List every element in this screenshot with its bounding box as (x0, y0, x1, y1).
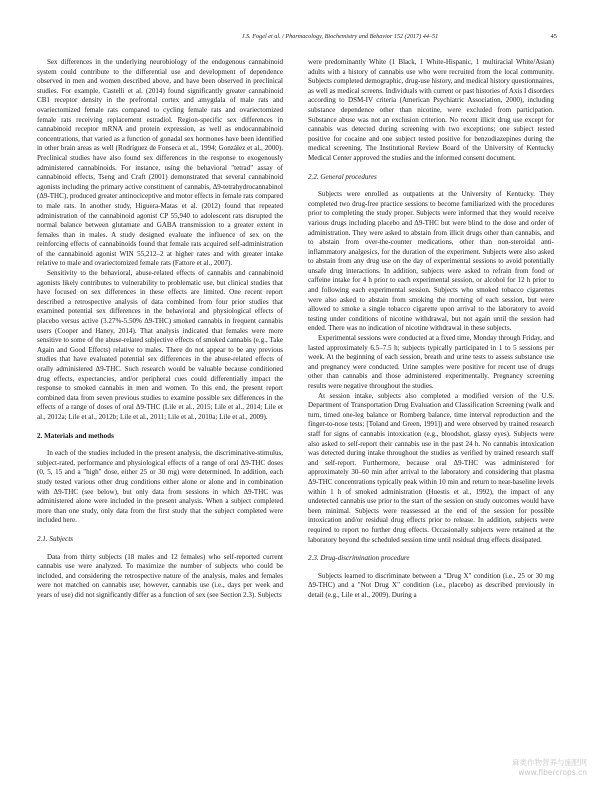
paragraph-session-intake: At session intake, subjects also completed a modified version of the U.S. Department of Transportation Drug Evaluation and Classification Screening (walk and turn, timed one-leg balance or Romberg balance, time interval reproduction and the finger-to-nose tests; [Toland and Green, 1991]) and were observed by trained research staff for signs of cannabis intoxication (e.g., bloodshot, glassy eyes). Subjects were also asked to self-report their cannabis use in the past 24 h. No cannabis intoxication was detected during intake throughout the studies as verified by trained research staff and self-report. Furthermore, because oral Δ9-THC was administered for approximately 30–60 min after arrival to the laboratory and considering that plasma Δ9-THC concentrations typically peak within 10 min and return to near-baseline levels within 1 h of smoked administration (Huestis et al., 1992), the impact of any undetected cannabis use prior to the start of the session on study outcomes would have been minimal. Subjects were reassessed at the end of the session for possible intoxication and/or residual drug effects prior to release. In addition, subjects were required to report no further drug effects. Occasionally subjects were retained at the laboratory beyond the scheduled session time until residual drug effects dissipated. (308, 391, 554, 544)
subsection-heading-general-procedures: 2.2. General procedures (308, 172, 377, 181)
paragraph-sensitivity: Sensitivity to the behavioral, abuse-related effects of cannabis and cannabinoid agonists likely contributes to vulnerability to problematic use, but clinical studies that have focused on sex differences in these effects are limited. One recent report described a retrospective analysis of data combined from four prior studies that examined potential sex differences in the behavioral and physiological effects of placebo versus active (3.27%-5.50% Δ9-THC) smoked cannabis in frequent cannabis users (Cooper and Haney, 2014). That analysis indicated that females were more sensitive to some of the abuse-related subjective effects of smoked cannabis (e.g., Take Again and Good Effects) relative to males. There do not appear to be any previous studies that have evaluated potential sex differences in the abuse-related effects of orally administered Δ9-THC. Such research would be valuable because conditioned drug effects, expectancies, and/or peripheral cues could differentially impact the response to smoked cannabis in men and women. To this end, the present report combined data from seven previous studies to examine possible sex differences in the effects of a range of doses of oral Δ9-THC (Lile et al., 2015; Lile et al., 2014; Lile et al., 2012a; Lile et al., 2012b; Lile et al., 2011; Lile et al., 2010a; Lile et al., 2009). (37, 269, 283, 421)
right-column (308, 58, 554, 600)
site-watermark (512, 758, 587, 778)
watermark-site-name: 麻类作物营养与施肥网 (512, 758, 587, 767)
paragraph-subjects: Data from thirty subjects (18 males and 12 females) who self-reported current cannabis use were analyzed. To maximize the number of subjects who could be included, and considering the retrospective nature of the analysis, males and females were not matched on cannabis use; however, cannabis use (i.e., days per week and years of use) did not significantly differ as a function of sex (see Section 2.3). Subjects (37, 552, 283, 599)
paragraph-experimental-sessions: Experimental sessions were conducted at a fixed time, Monday through Friday, and lasted approximately 6.5–7.5 h; subjects typically participated in 1 to 5 sessions per week. At the beginning of each session, breath and urine tests to assess substance use and pregnancy were conducted. Urine samples were positive for recent use of drugs other than cannabis and those administered experimentally. Pregnancy screening results were negative throughout the studies. (308, 334, 554, 390)
paragraph-subjects-continued: were predominantly White (1 Black, 1 White-Hispanic, 1 multiracial White/Asian) adults with a history of cannabis use who were recruited from the local community. Subjects completed demographic, drug-use history, and medical history questionnaires, as well as medical screens. Individuals with current or past histories of Axis I disorders according to DSM-IV criteria (American Psychiatric Association, 2000), including substance dependence other than nicotine, were excluded from participation. Substance abuse was not an exclusion criterion. No recent illicit drug use except for cannabis was detected during screening with two exceptions; one subject tested positive for cocaine and one subject tested positive for benzodiazepines during the medical screening. The Institutional Review Board of the University of Kentucky Medical Center approved the studies and the informed consent document. (308, 58, 554, 162)
paragraph-sex-differences-neurobiology: Sex differences in the underlying neurobiology of the endogenous cannabinoid system could contribute to the differential use and development of dependence observed in men and women described above, and have been observed in preclinical studies. For example, Castelli et al. (2014) found significantly greater cannabinoid CB1 receptor density in the prefrontal cortex and amygdala of male rats and ovariectomized female rats compared to cycling female rats and ovariectomized female rats receiving replacement estradiol. Region-specific sex differences in cannabinoid receptor mRNA and protein expression, as well as endocannabinoid concentrations, that varied as a function of gonadal sex hormones have been identified in other brain areas as well (Rodríguez de Fonseca et al., 1994; González et al., 2000). Preclinical studies have also found sex differences in the response to exogenously administered cannabinoids. For instance, using the behavioral "tetrad" assay of cannabinoid effects, Tseng and Craft (2001) demonstrated that several cannabinoid agonists including the primary active constituent of cannabis, Δ9-tetrahydrocannabinol (Δ9-THC), produced greater antinociceptive and motor effects in female rats compared to male rats. In another study, Higuera-Matas et al. (2012) found that repeated administration of the cannabinoid agonist CP 55,940 to adolescent rats disrupted the normal balance between glutamate and GABA transmission to a greater extent in females than in males. A study designed evaluate the influence of sex on the reinforcing effects of cannabinoids found that female rats acquired self-administration of the cannabinoid agonist WIN 55,212–2 at higher rates and with greater intake relative to male and ovariectomized female rats (Fattore et al., 2007). (37, 58, 283, 268)
running-head: J.S. Fogel et al. / Pharmacology, Biochemistry and Behavior 152 (2017) 44–51 (241, 33, 439, 40)
subsection-heading-drug-discrimination: 2.3. Drug-discrimination procedure (308, 554, 410, 563)
paragraph-general-procedures: Subjects were enrolled as outpatients at the University of Kentucky. They completed two drug-free practice sessions to become familiarized with the procedures prior to completing the study proper. Subjects were informed that they would receive various drugs including placebo and Δ9-THC but were blind to the dose and order of administration. They were asked to abstain from illicit drugs other than cannabis, and to abstain from over-the-counter medications, other than non-steroidal anti-inflammatory analgesics, for the duration of the experiment. Subjects were also asked to abstain from any drug use on the day of experimental sessions to avoid potentially unsafe drug interactions. In addition, subjects were asked to refrain from food or caffeine intake for 4 h prior to each experimental session, or alcohol for 12 h prior to and following each experimental session. Subjects who smoked tobacco cigarettes were also asked to abstain from smoking the morning of each session, but were allowed to smoke a single tobacco cigarette upon arrival to the laboratory to avoid testing under conditions of nicotine withdrawal, but not again until the session had ended. There was no indication of nicotine withdrawal in these subjects. (308, 190, 554, 333)
subsection-heading-subjects: 2.1. Subjects (37, 534, 74, 543)
left-column (37, 58, 283, 600)
paragraph-methods-overview: In each of the studies included in the present analysis, the discriminative-stimulus, subject-rated, performance and physiological effects of a range of oral Δ9-THC doses (0, 5, 15 and a "high" dose, either 25 or 30 mg) were determined. In addition, each study tested various other drug conditions either alone or alone and in combination with Δ9-THC (see below), but only data from sessions in which Δ9-THC was administered alone were included in the present analysis. When a subject completed more than one study, only data from the first study that the subject completed were included here. (37, 449, 283, 525)
watermark-url: www.fibercrops.cn (518, 768, 587, 777)
page-number: 45 (550, 33, 557, 40)
section-heading-materials-methods: 2. Materials and methods (37, 431, 114, 440)
paragraph-drug-discrimination: Subjects learned to discriminate between a "Drug X" condition (i.e., 25 or 30 mg Δ9-THC) and a "Not Drug X" condition (i.e., placebo) as described previously in detail (e.g., Lile et al., 2009). During a (308, 571, 554, 599)
